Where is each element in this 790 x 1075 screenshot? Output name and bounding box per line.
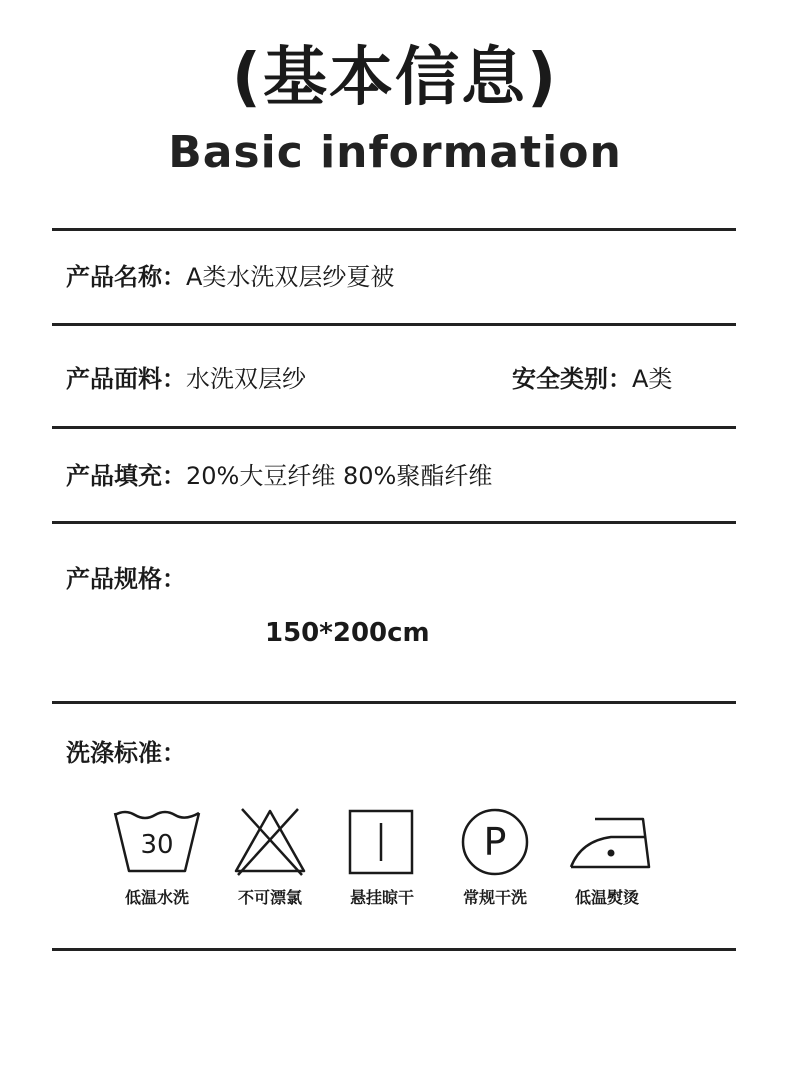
product-fabric-label: 产品面料： <box>66 365 186 393</box>
care-item-iron <box>557 805 657 909</box>
product-filling-label: 产品填充： <box>66 462 186 490</box>
product-filling-value: 20%大豆纤维 80%聚酯纤维 <box>186 462 493 490</box>
care-title-row <box>66 737 186 769</box>
product-size-row <box>66 563 186 595</box>
dry-clean-letter: P <box>483 820 507 864</box>
care-label: 低温熨烫 <box>574 888 639 907</box>
safety-class-row <box>512 363 672 395</box>
product-size-value: 150*200cm <box>265 618 430 648</box>
product-name-row <box>66 261 394 293</box>
care-label: 悬挂晾干 <box>349 888 414 907</box>
wash-temperature: 30 <box>140 830 174 860</box>
divider <box>52 948 736 951</box>
divider <box>52 323 736 326</box>
safety-class-value: A类 <box>632 365 673 393</box>
care-label: 常规干洗 <box>462 888 527 907</box>
care-item-wash <box>107 805 207 909</box>
product-fabric-row <box>66 363 306 395</box>
divider <box>52 228 736 231</box>
care-title: 洗涤标准： <box>66 739 186 767</box>
divider <box>52 521 736 524</box>
divider <box>52 426 736 429</box>
product-size-label: 产品规格： <box>66 565 186 593</box>
product-filling-row <box>66 460 492 492</box>
care-item-no-bleach <box>220 805 320 909</box>
safety-class-label: 安全类别： <box>512 365 632 393</box>
care-label: 低温水洗 <box>124 888 189 907</box>
page-subtitle: Basic information <box>168 127 622 178</box>
no-bleach-icon <box>230 805 310 877</box>
product-name-label: 产品名称： <box>66 263 186 291</box>
product-fabric-value: 水洗双层纱 <box>186 365 306 393</box>
product-name-value: A类水洗双层纱夏被 <box>186 263 395 291</box>
care-item-dry-clean <box>445 805 545 909</box>
care-label: 不可漂氯 <box>237 888 302 907</box>
line-dry-icon <box>346 805 418 877</box>
wash-30-icon <box>109 805 205 877</box>
care-item-line-dry <box>332 805 432 909</box>
dry-clean-p-icon <box>457 805 533 877</box>
page-title: (基本信息) <box>231 41 559 115</box>
divider <box>52 701 736 704</box>
iron-low-icon <box>559 805 655 877</box>
